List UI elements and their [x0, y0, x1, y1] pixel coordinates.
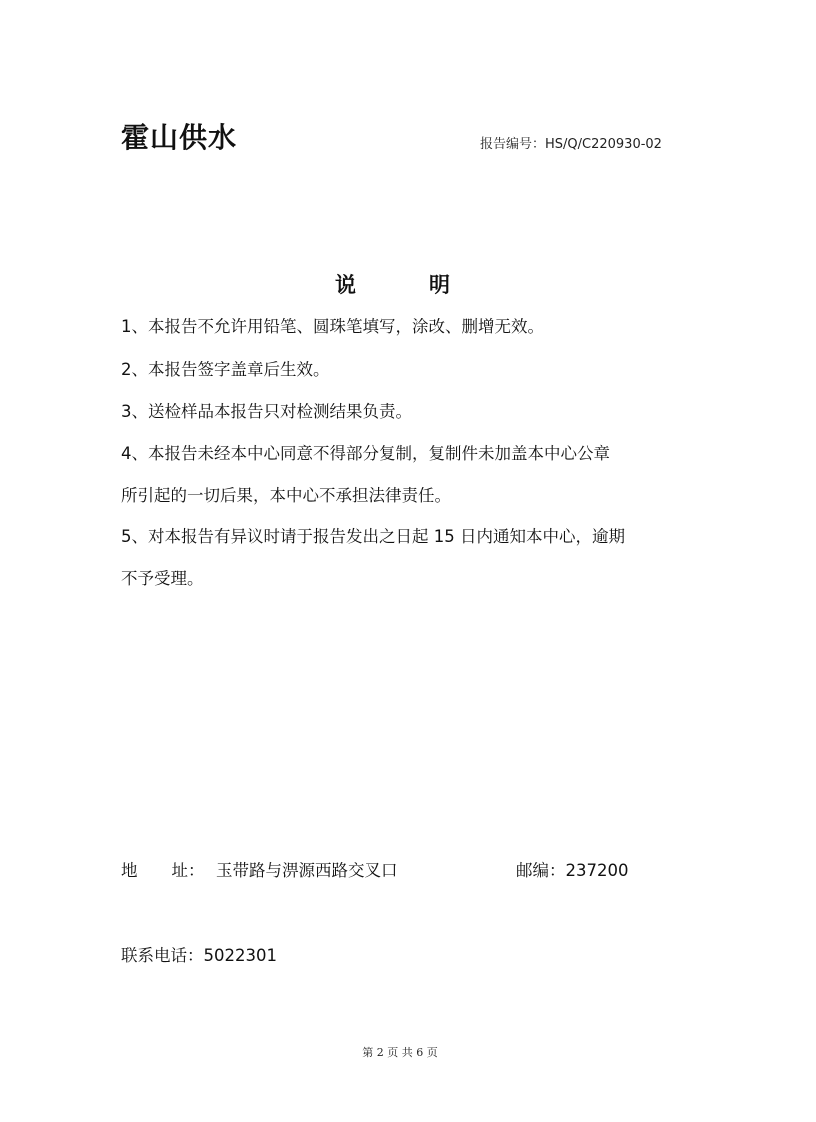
note-item-2: 2、本报告签字盖章后生效。	[121, 360, 330, 379]
report-number: 报告编号：HS/Q/C220930-02	[480, 137, 662, 152]
note-item-4-line-1: 4、本报告未经本中心同意不得部分复制，复制件未加盖本中心公章	[121, 444, 610, 463]
note-item-5-line-2: 不予受理。	[121, 569, 204, 588]
note-item-4-line-2: 所引起的一切后果，本中心不承担法律责任。	[121, 486, 451, 505]
note-item-5-line-1: 5、对本报告有异议时请于报告发出之日起 15 日内通知本中心，逾期	[121, 527, 625, 546]
notes-heading	[0, 270, 786, 300]
address-label	[121, 859, 205, 883]
note-item-3: 3、送检样品本报告只对检测结果负责。	[121, 402, 412, 421]
address-label-left: 地	[121, 861, 138, 880]
notes-heading-left: 说	[335, 273, 357, 297]
address-value: 玉带路与淠源西路交叉口	[216, 861, 398, 880]
address-label-right: 址：	[171, 861, 205, 880]
phone-number: 联系电话：5022301	[121, 946, 277, 965]
note-item-1: 1、本报告不允许用铅笔、圆珠笔填写，涂改、删增无效。	[121, 317, 544, 336]
page-number: 第 2 页 共 6 页	[362, 1046, 438, 1059]
postal-code: 邮编：237200	[516, 861, 629, 880]
organization-title: 霍山供水	[121, 121, 238, 154]
notes-heading-right: 明	[429, 273, 451, 297]
